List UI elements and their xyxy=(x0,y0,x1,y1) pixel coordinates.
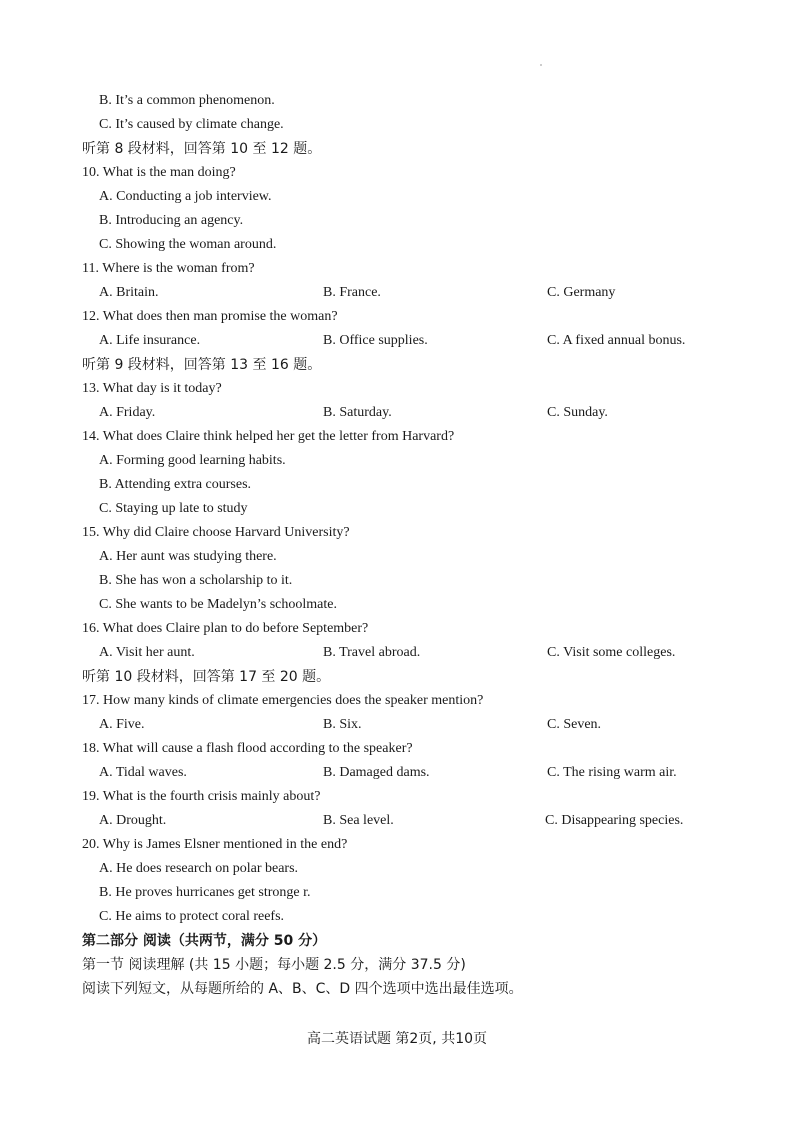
q15-stem: 15. Why did Claire choose Harvard University? xyxy=(82,525,350,540)
q12-option-b: B. Office supplies. xyxy=(323,333,428,348)
q17-stem: 17. How many kinds of climate emergencies does the speaker mention? xyxy=(82,693,484,708)
q16-option-b: B. Travel abroad. xyxy=(323,645,421,660)
page-footer: 高二英语试题 第2页, 共10页 xyxy=(306,1031,488,1047)
q19-option-b: B. Sea level. xyxy=(323,813,394,828)
part2-instruction: 阅读下列短文，从每题所给的 A、B、C、D 四个选项中选出最佳选项。 xyxy=(82,981,523,997)
q20-option-c: C. He aims to protect coral reefs. xyxy=(99,909,285,924)
q19-option-c: C. Disappearing species. xyxy=(545,813,684,828)
q12-option-a: A. Life insurance. xyxy=(99,333,201,348)
q17-option-c: C. Seven. xyxy=(547,717,602,732)
q14-option-a: A. Forming good learning habits. xyxy=(99,453,286,468)
q9-option-c: C. It’s caused by climate change. xyxy=(99,117,284,132)
q15-option-a: A. Her aunt was studying there. xyxy=(99,549,277,564)
q13-option-a: A. Friday. xyxy=(99,405,156,420)
q14-option-b: B. Attending extra courses. xyxy=(99,477,252,492)
q17-option-a: A. Five. xyxy=(99,717,145,732)
q16-stem: 16. What does Claire plan to do before September? xyxy=(82,621,369,636)
q10-stem: 10. What is the man doing? xyxy=(82,165,236,180)
q20-option-b: B. He proves hurricanes get stronge r. xyxy=(99,885,311,900)
q18-stem: 18. What will cause a flash flood according to the speaker? xyxy=(82,741,413,756)
section-header-10: 听第 10 段材料，回答第 17 至 20 题。 xyxy=(82,669,331,685)
q18-option-b: B. Damaged dams. xyxy=(323,765,430,780)
q11-option-a: A. Britain. xyxy=(99,285,159,300)
q19-option-a: A. Drought. xyxy=(99,813,167,828)
q13-option-c: C. Sunday. xyxy=(547,405,608,420)
q15-option-b: B. She has won a scholarship to it. xyxy=(99,573,293,588)
scan-dot xyxy=(540,64,542,66)
q15-option-c: C. She wants to be Madelyn’s schoolmate. xyxy=(99,597,337,612)
q20-option-a: A. He does research on polar bears. xyxy=(99,861,299,876)
q14-option-c: C. Staying up late to study xyxy=(99,501,248,516)
q18-option-a: A. Tidal waves. xyxy=(99,765,187,780)
section-header-9: 听第 9 段材料，回答第 13 至 16 题。 xyxy=(82,357,322,373)
section-header-8: 听第 8 段材料，回答第 10 至 12 题。 xyxy=(82,141,322,157)
q16-option-c: C. Visit some colleges. xyxy=(547,645,676,660)
q20-stem: 20. Why is James Elsner mentioned in the end? xyxy=(82,837,348,852)
q9-option-b: B. It’s a common phenomenon. xyxy=(99,93,275,108)
q18-option-c: C. The rising warm air. xyxy=(547,765,677,780)
q10-option-a: A. Conducting a job interview. xyxy=(99,189,272,204)
q11-stem: 11. Where is the woman from? xyxy=(82,261,255,276)
q19-stem: 19. What is the fourth crisis mainly about? xyxy=(82,789,321,804)
q11-option-b: B. France. xyxy=(323,285,381,300)
q13-stem: 13. What day is it today? xyxy=(82,381,222,396)
q10-option-c: C. Showing the woman around. xyxy=(99,237,277,252)
q13-option-b: B. Saturday. xyxy=(323,405,392,420)
q17-option-b: B. Six. xyxy=(323,717,362,732)
part2-section1-title: 第一节 阅读理解 (共 15 小题；每小题 2.5 分，满分 37.5 分) xyxy=(82,957,466,973)
q12-option-c: C. A fixed annual bonus. xyxy=(547,333,686,348)
q12-stem: 12. What does then man promise the woman? xyxy=(82,309,338,324)
q10-option-b: B. Introducing an agency. xyxy=(99,213,244,228)
q14-stem: 14. What does Claire think helped her get the letter from Harvard? xyxy=(82,429,455,444)
q16-option-a: A. Visit her aunt. xyxy=(99,645,195,660)
q11-option-c: C. Germany xyxy=(547,285,616,300)
part2-title: 第二部分 阅读（共两节，满分 50 分） xyxy=(82,933,327,949)
